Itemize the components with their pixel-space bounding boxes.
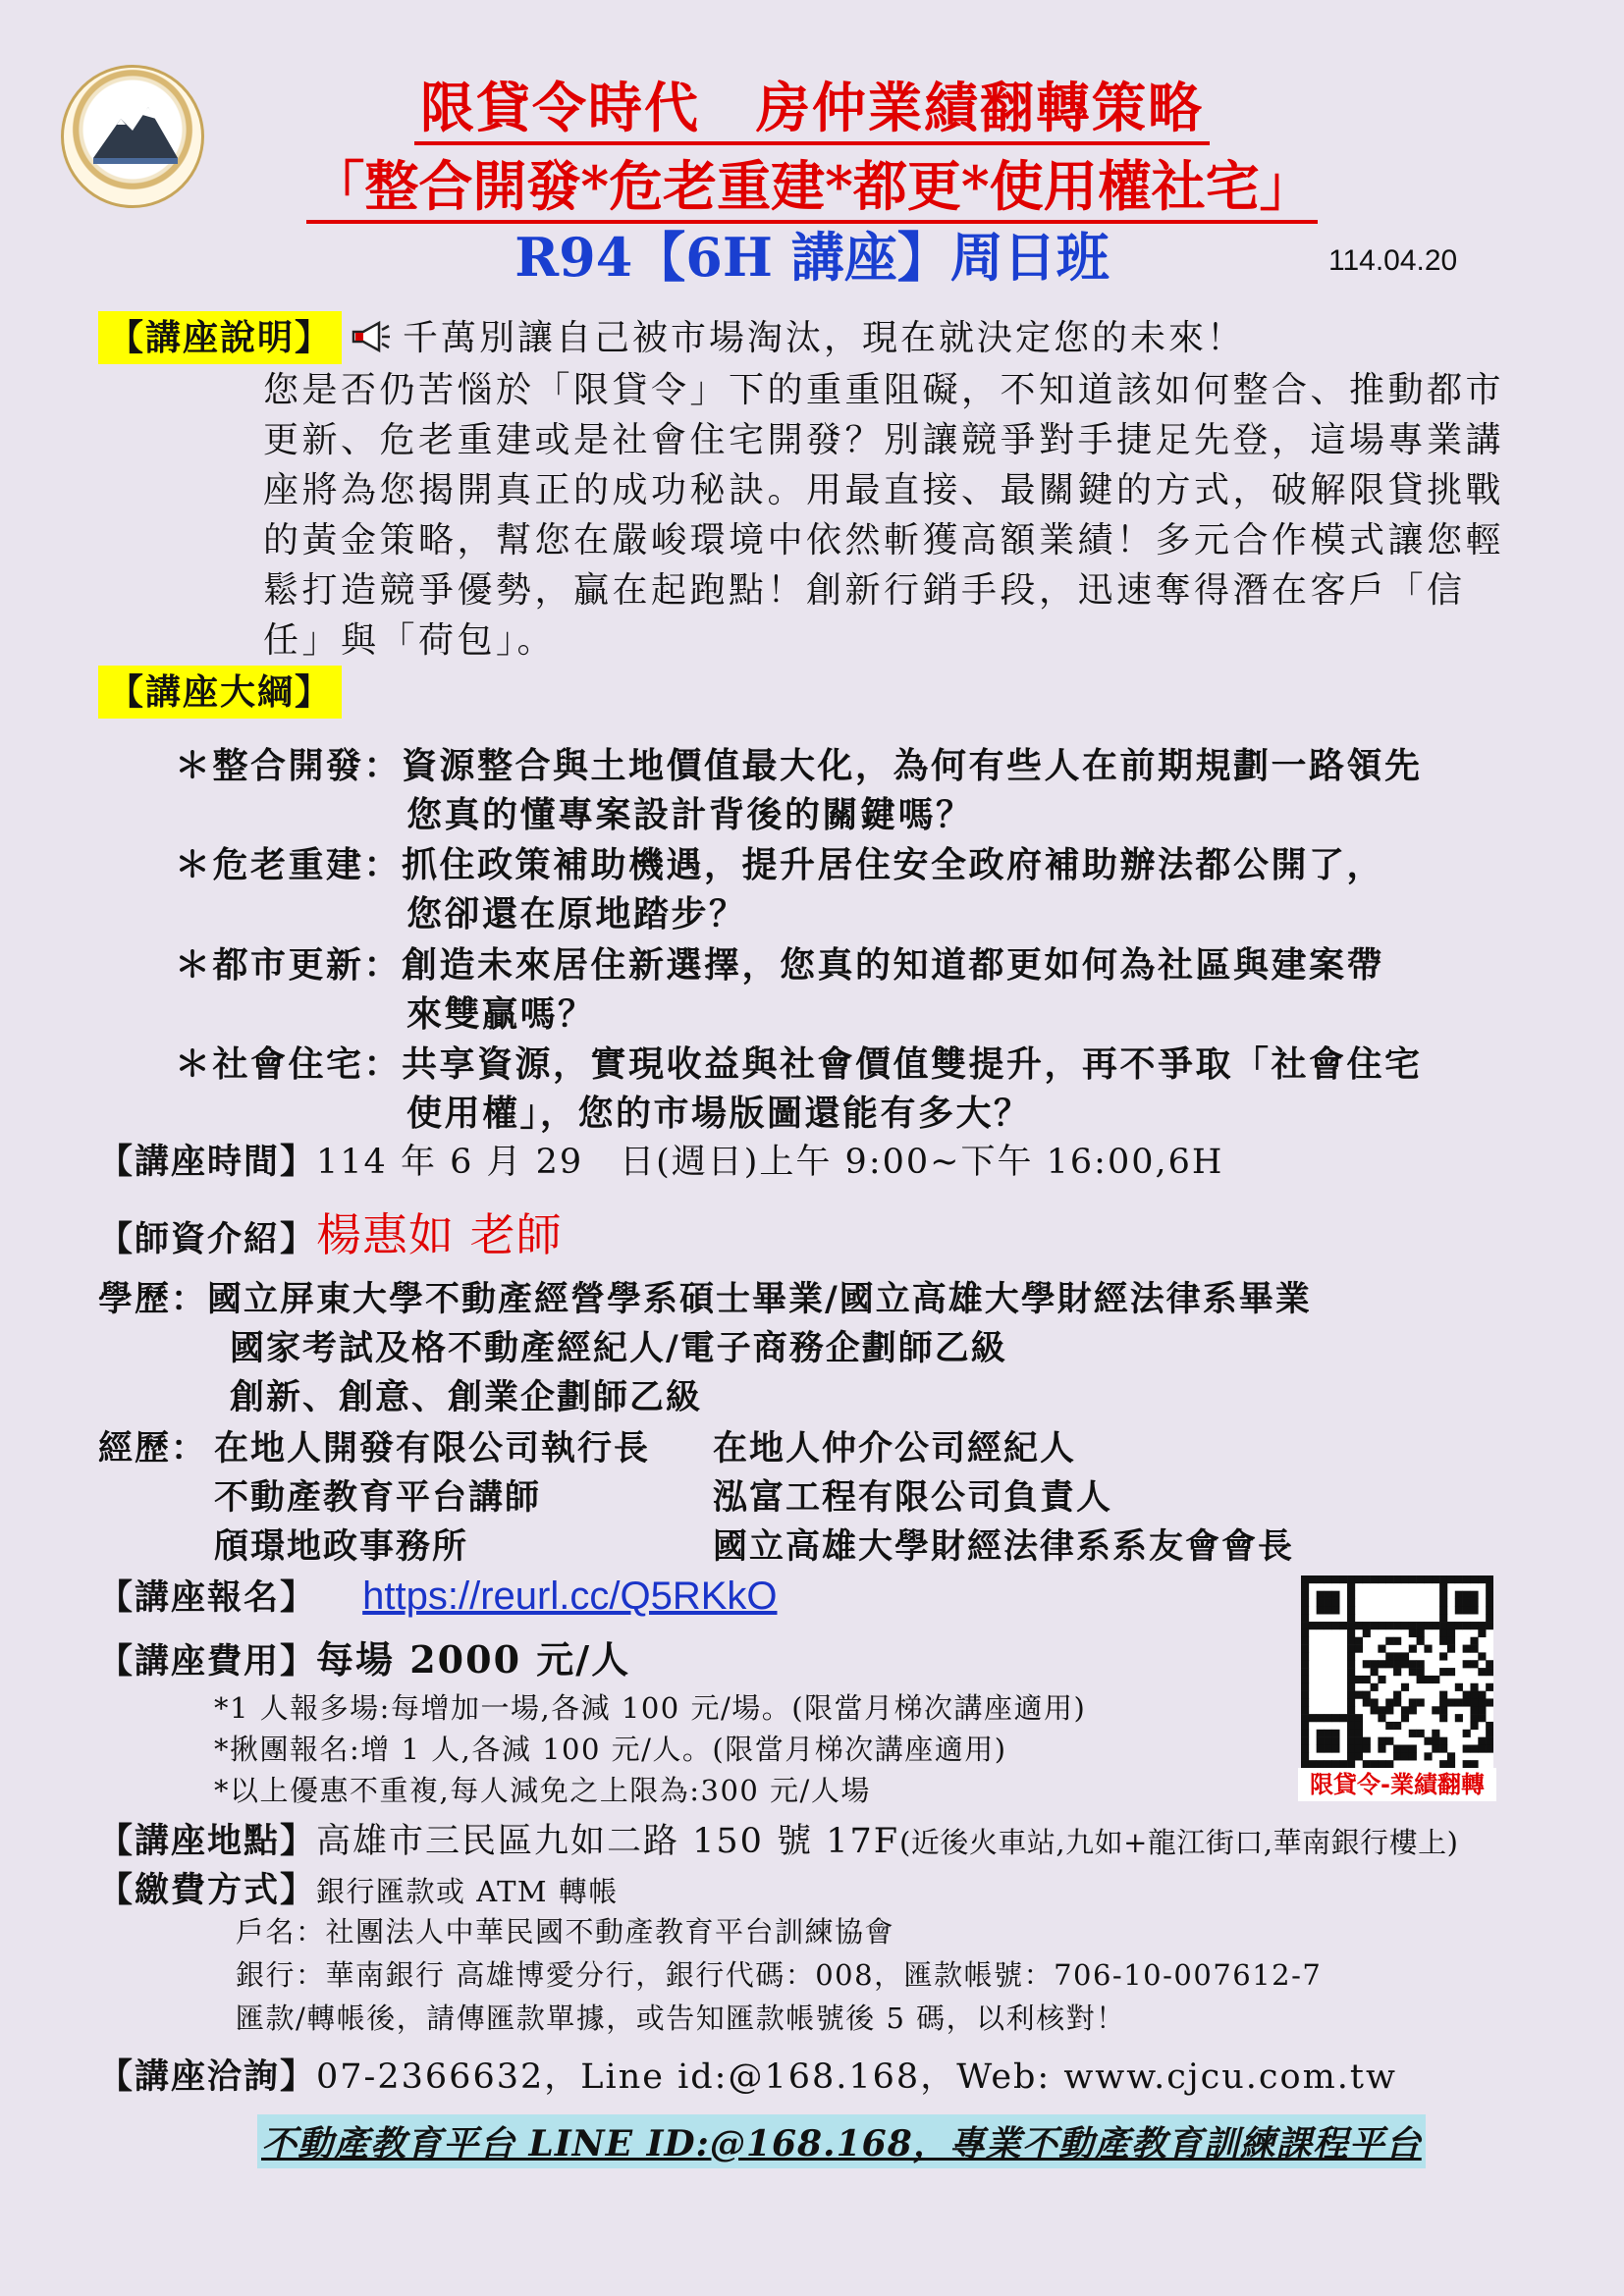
outline-item-cont: 您卻還在原地踏步？ — [406, 893, 747, 934]
fee-value: 每場 2000 元/人 — [316, 1637, 631, 1682]
outline-item-head: ＊危老重建：抓住政策補助機遇，提升居住安全政府補助辦法都公開了， — [175, 844, 1385, 885]
education-item: 國家考試及格不動產經紀人/電子商務企劃師乙級 — [230, 1328, 1007, 1368]
teacher-row — [98, 1200, 563, 1264]
time-label: 【講座時間】 — [98, 1142, 317, 1182]
signup-link[interactable]: https://reurl.cc/Q5RKkO — [362, 1575, 778, 1618]
intro-line: 您是否仍苦惱於「限貸令」下的重重阻礙，不知道該如何整合、推動都市 — [263, 370, 1505, 410]
payment-row — [98, 1863, 619, 1912]
intro-line: 任」與「荷包」。 — [263, 620, 557, 661]
intro-line: 座將為您揭開真正的成功秘訣。用最直接、最關鍵的方式，破解限貸挑戰 — [263, 470, 1505, 510]
title-line-1: 限貸令時代 房仲業績翻轉策略 — [0, 65, 1624, 142]
intro-header — [98, 310, 1245, 362]
title-line-3: R94【6H 講座】周日班 — [514, 226, 1110, 289]
payment-line: 銀行：華南銀行 高雄博愛分行，銀行代碼：008，匯款帳號：706-10-007612-7 — [236, 1958, 1323, 1992]
outline-item-cont: 來雙贏嗎？ — [406, 993, 596, 1035]
document-date: 114.04.20 — [1328, 244, 1458, 277]
payment-label: 【繳費方式】 — [98, 1870, 317, 1910]
education-item: 國立屏東大學不動產經營學系碩士畢業/國立高雄大學財經法律系畢業 — [207, 1279, 1312, 1319]
teacher-name: 楊惠如 老師 — [316, 1208, 563, 1261]
education-row — [98, 1272, 1312, 1321]
outline-item-head: ＊都市更新：創造未來居住新選擇，您真的知道都更如何為社區與建案帶 — [175, 944, 1385, 986]
payment-line: 匯款/轉帳後，請傳匯款單據，或告知匯款帳號後 5 碼，以利核對！ — [236, 2002, 1126, 2035]
outline-item-cont: 使用權」，您的市場版圖還能有多大？ — [406, 1093, 1032, 1134]
outline-header — [98, 665, 342, 715]
fee-note: *以上優惠不重複,每人減免之上限為:300 元/人場 — [214, 1774, 871, 1807]
experience-item: 泓富工程有限公司負責人 — [713, 1477, 1113, 1518]
intro-headline: 千萬別讓自己被市場淘汰，現在就決定您的未來！ — [403, 318, 1246, 358]
contact-row — [98, 2050, 1397, 2099]
outline-label: 【講座大綱】 — [98, 666, 342, 719]
footer-banner: 不動產教育平台 LINE ID:@168.168，專業不動產教育訓練課程平台 — [257, 2114, 1426, 2168]
education-label: 學歷： — [98, 1279, 208, 1319]
location-label: 【講座地點】 — [98, 1821, 317, 1861]
intro-line: 的黃金策略，幫您在嚴峻環境中依然斬獲高額業績！多元合作模式讓您輕 — [263, 520, 1505, 561]
time-row — [98, 1135, 1223, 1184]
intro-line: 更新、危老重建或是社會住宅開發？別讓競爭對手捷足先登，這場專業講 — [263, 420, 1505, 460]
fee-row — [98, 1629, 630, 1683]
qr-caption: 限貸令-業績翻轉 — [1298, 1768, 1496, 1801]
contact-value: 07-2366632，Line id:@168.168，Web: www.cjcu.com.tw — [316, 2057, 1397, 2097]
experience-item: 在地人開發有限公司執行長 — [214, 1428, 651, 1468]
title-line-2: 「整合開發*危老重建*都更*使用權社宅」 — [0, 143, 1624, 221]
teacher-label: 【師資介紹】 — [98, 1219, 317, 1259]
location-note: (近後火車站,九如+龍江街口,華南銀行樓上) — [899, 1826, 1459, 1859]
experience-label: 經歷： — [98, 1428, 208, 1468]
experience-item: 國立高雄大學財經法律系系友會會長 — [713, 1526, 1295, 1567]
time-value: 114 年 6 月 29 日(週日)上午 9:00~下午 16:00,6H — [316, 1143, 1224, 1182]
megaphone-icon — [350, 320, 391, 362]
experience-item: 在地人仲介公司經紀人 — [713, 1428, 1077, 1468]
experience-item: 頎璟地政事務所 — [214, 1526, 469, 1567]
outline-item-cont: 您真的懂專案設計背後的關鍵嗎？ — [406, 794, 974, 835]
intro-line: 鬆打造競爭優勢，贏在起跑點！創新行銷手段，迅速奪得潛在客戶「信 — [263, 570, 1466, 611]
outline-item-head: ＊整合開發：資源整合與土地價值最大化，為何有些人在前期規劃一路領先 — [175, 745, 1423, 786]
outline-item-head: ＊社會住宅：共享資源，實現收益與社會價值雙提升，再不爭取「社會住宅 — [175, 1043, 1423, 1085]
qr-code-icon — [1301, 1575, 1493, 1768]
education-item: 創新、創意、創業企劃師乙級 — [230, 1377, 703, 1417]
signup-row — [98, 1571, 778, 1620]
signup-label: 【講座報名】 — [98, 1577, 317, 1618]
fee-label: 【講座費用】 — [98, 1641, 317, 1682]
intro-label: 【講座說明】 — [98, 311, 342, 364]
payment-line: 戶名：社團法人中華民國不動產教育平台訓練協會 — [236, 1915, 895, 1949]
fee-note: *揪團報名:增 1 人,各減 100 元/人。(限當月梯次講座適用) — [214, 1733, 1007, 1766]
intro-paragraph — [263, 365, 1505, 666]
fee-note: *1 人報多場:每增加一場,各減 100 元/場。(限當月梯次講座適用) — [214, 1691, 1087, 1725]
contact-label: 【講座洽詢】 — [98, 2056, 317, 2097]
location-row — [98, 1814, 1458, 1863]
payment-value: 銀行匯款或 ATM 轉帳 — [316, 1875, 619, 1908]
location-value: 高雄市三民區九如二路 150 號 17F — [316, 1822, 900, 1861]
signup-qr-code[interactable] — [1301, 1575, 1493, 1768]
experience-item: 不動產教育平台講師 — [214, 1477, 542, 1518]
